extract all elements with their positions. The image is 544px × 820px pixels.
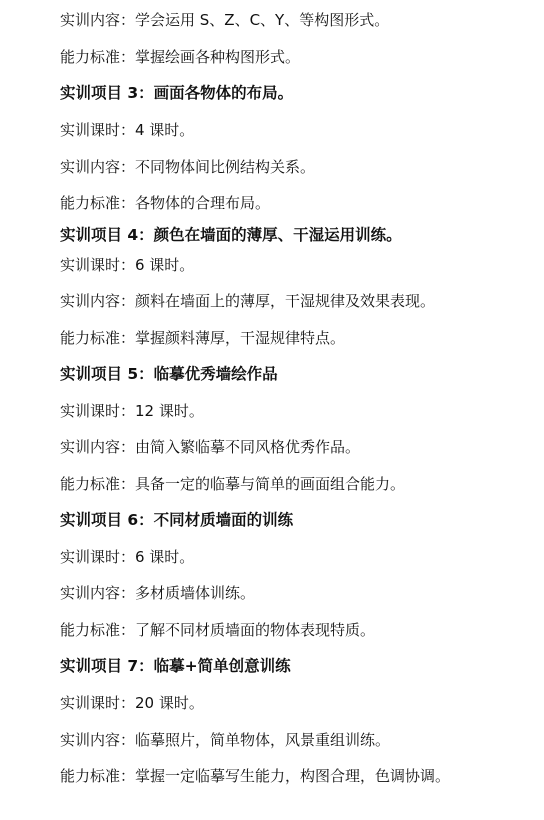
content-line: 实训内容：不同物体间比例结构关系。: [60, 158, 316, 176]
content-line: 实训内容：颜料在墙面上的薄厚，干湿规律及效果表现。: [60, 292, 436, 310]
hours-line: 实训课时：20 课时。: [60, 694, 204, 712]
standard-line: 能力标准：掌握一定临摹写生能力，构图合理，色调协调。: [60, 767, 451, 785]
project-heading: 实训项目 3：画面各物体的布局。: [60, 84, 294, 102]
standard-line: 能力标准：各物体的合理布局。: [60, 194, 271, 212]
content-line: 实训内容：由简入繁临摹不同风格优秀作品。: [60, 438, 361, 456]
project-heading: 实训项目 5：临摹优秀墙绘作品: [60, 365, 278, 383]
project-heading: 实训项目 4：颜色在墙面的薄厚、干湿运用训练。: [60, 226, 402, 244]
project-heading: 实训项目 6：不同材质墙面的训练: [60, 511, 294, 529]
hours-line: 实训课时：12 课时。: [60, 402, 204, 420]
project-heading: 实训项目 7：临摹+简单创意训练: [60, 657, 291, 675]
content-line: 实训内容：学会运用 S、Z、C、Y、等构图形式。: [60, 11, 390, 29]
hours-line: 实训课时：6 课时。: [60, 256, 195, 274]
hours-line: 实训课时：4 课时。: [60, 121, 195, 139]
content-line: 实训内容：多材质墙体训练。: [60, 584, 256, 602]
hours-line: 实训课时：6 课时。: [60, 548, 195, 566]
content-line: 实训内容：临摹照片，简单物体，风景重组训练。: [60, 731, 391, 749]
standard-line: 能力标准：掌握颜料薄厚，干湿规律特点。: [60, 329, 346, 347]
standard-line: 能力标准：了解不同材质墙面的物体表现特质。: [60, 621, 376, 639]
standard-line: 能力标准：掌握绘画各种构图形式。: [60, 48, 301, 66]
standard-line: 能力标准：具备一定的临摹与简单的画面组合能力。: [60, 475, 406, 493]
